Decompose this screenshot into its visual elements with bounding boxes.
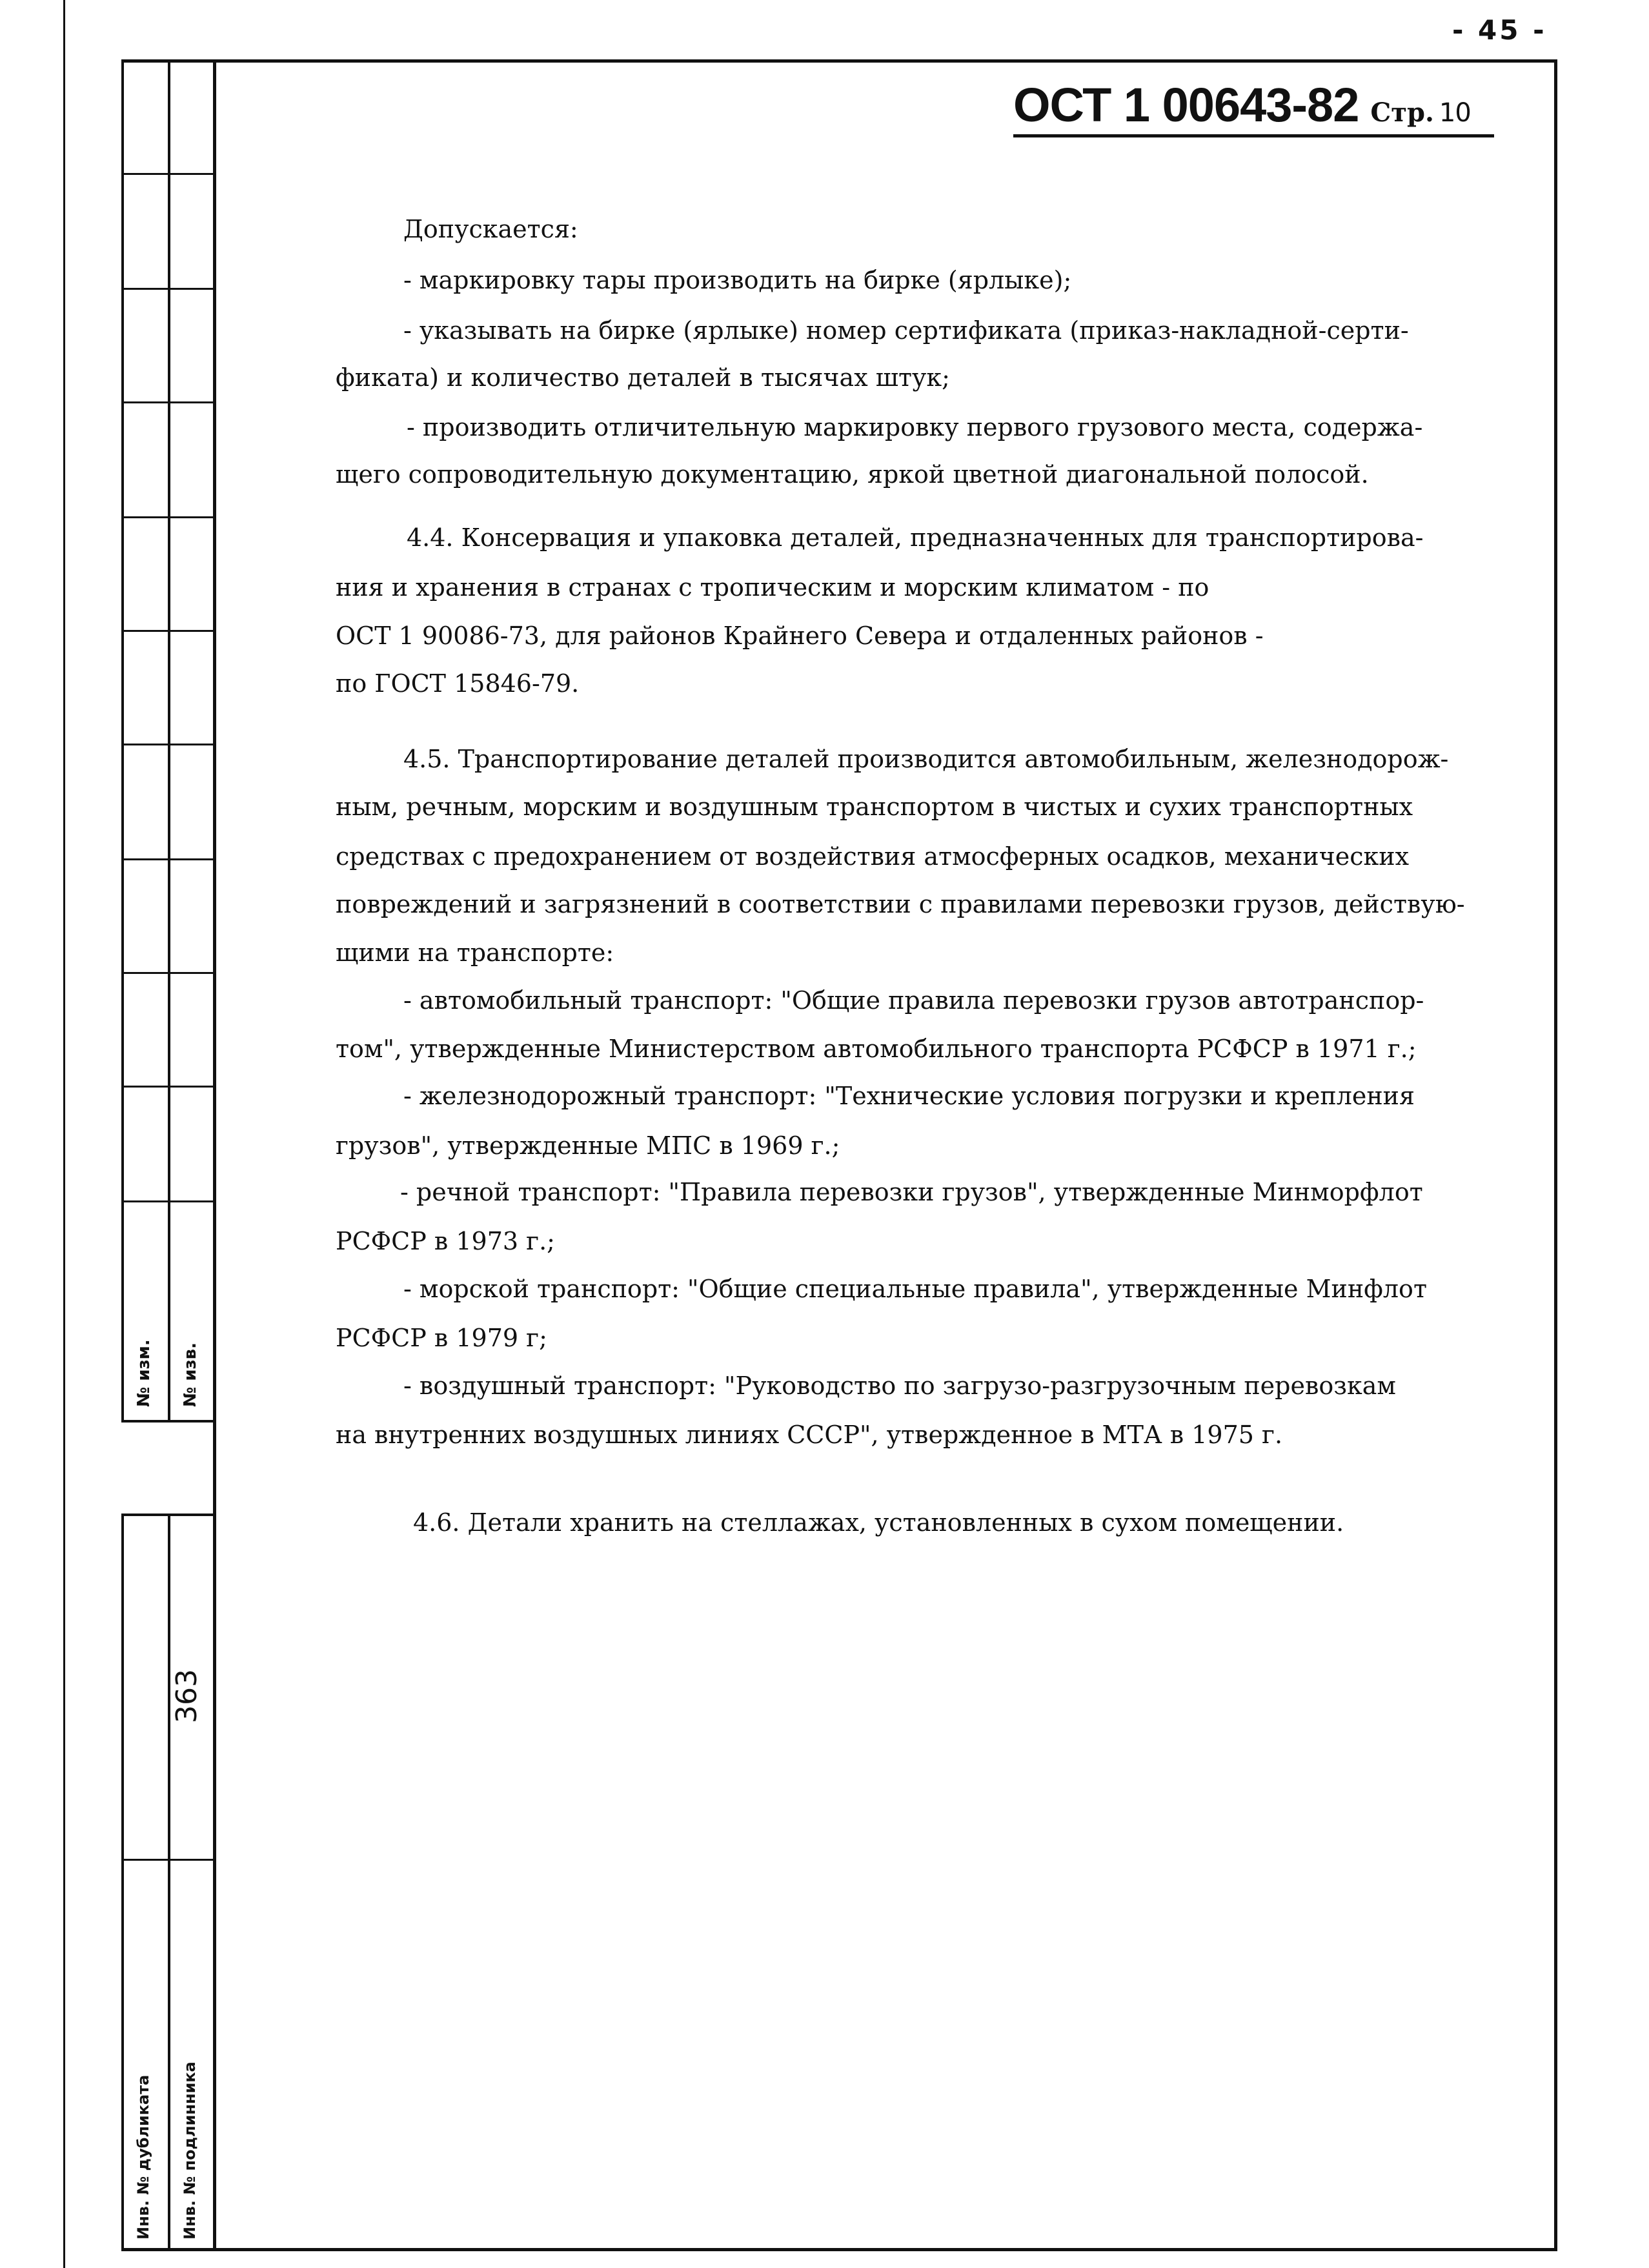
change-notice-number-label: № изв. [181,1342,200,1407]
text-line: средствах с предохранением от воздействия атмосферных осадков, механических [336,842,1410,871]
text-line: 4.6. Детали хранить на стеллажах, установленных в сухом помещении. [413,1508,1344,1537]
text-line: 4.5. Транспортирование деталей производится автомобильным, железнодорож- [403,745,1449,773]
text-line: - указывать на бирке (ярлыке) номер сертификата (приказ-накладной-серти- [403,316,1409,345]
sheet-number: 10 [1439,98,1471,128]
document-code: ОСТ 1 00643-82 [1013,78,1359,132]
text-line: повреждений и загрязнений в соответствии с правилами перевозки грузов, действую- [336,890,1465,918]
text-line: фиката) и количество деталей в тысячах штук; [336,363,950,392]
text-line: ния и хранения в странах с тропическим и морским климатом - по [336,573,1209,602]
original-inventory-value: 363 [170,1669,203,1723]
text-line: - производить отличительную маркировку первого грузового места, содержа- [407,413,1423,441]
sheet-label: Стр. [1370,97,1434,128]
text-line: РСФСР в 1979 г; [336,1324,547,1352]
text-line: - маркировку тары производить на бирке (ярлыке); [403,266,1072,294]
text-line: - морской транспорт: "Общие специальные правила", утвержденные Минфлот [403,1275,1427,1303]
frame-right-border [1554,59,1557,2251]
document-header [1013,77,1471,132]
page-number: - 45 - [1452,14,1547,46]
text-line: по ГОСТ 15846-79. [336,669,580,698]
text-line: ным, речным, морским и воздушным транспортом в чистых и сухих транспортных [336,793,1413,821]
text-line: Допускается: [403,215,578,243]
text-line: на внутренних воздушных линиях СССР", утвержденное в МТА в 1975 г. [336,1421,1283,1449]
text-line: том", утвержденные Министерством автомобильного транспорта РСФСР в 1971 г.; [336,1035,1417,1063]
header-underline [1013,134,1494,137]
frame-bottom-border [213,2248,1557,2251]
text-line: щего сопроводительную документацию, яркой цветной диагональной полосой. [336,460,1369,489]
page-left-edge [63,0,65,2268]
frame-inner-left-border [213,59,216,2251]
text-line: 4.4. Консервация и упаковка деталей, предназначенных для транспортирова- [407,523,1424,552]
text-line: - автомобильный транспорт: "Общие правила перевозки грузов автотранспор- [403,986,1424,1015]
text-line: РСФСР в 1973 г.; [336,1227,555,1255]
text-line: - железнодорожный транспорт: "Технические условия погрузки и крепления [403,1082,1415,1110]
text-line: - воздушный транспорт: "Руководство по загрузо-разгрузочным перевозкам [403,1372,1396,1400]
text-line: ОСТ 1 90086-73, для районов Крайнего Севера и отдаленных районов - [336,622,1264,650]
text-line: грузов", утвержденные МПС в 1969 г.; [336,1131,840,1160]
original-inventory-label: Инв. № подлинника [181,2061,199,2240]
frame-top-border [121,59,1555,63]
change-number-label: № изм. [134,1339,154,1407]
duplicate-inventory-label: Инв. № дубликата [134,2074,152,2240]
text-line: щими на транспорте: [336,938,614,967]
text-line: - речной транспорт: "Правила перевозки грузов", утвержденные Минморфлот [400,1178,1423,1206]
